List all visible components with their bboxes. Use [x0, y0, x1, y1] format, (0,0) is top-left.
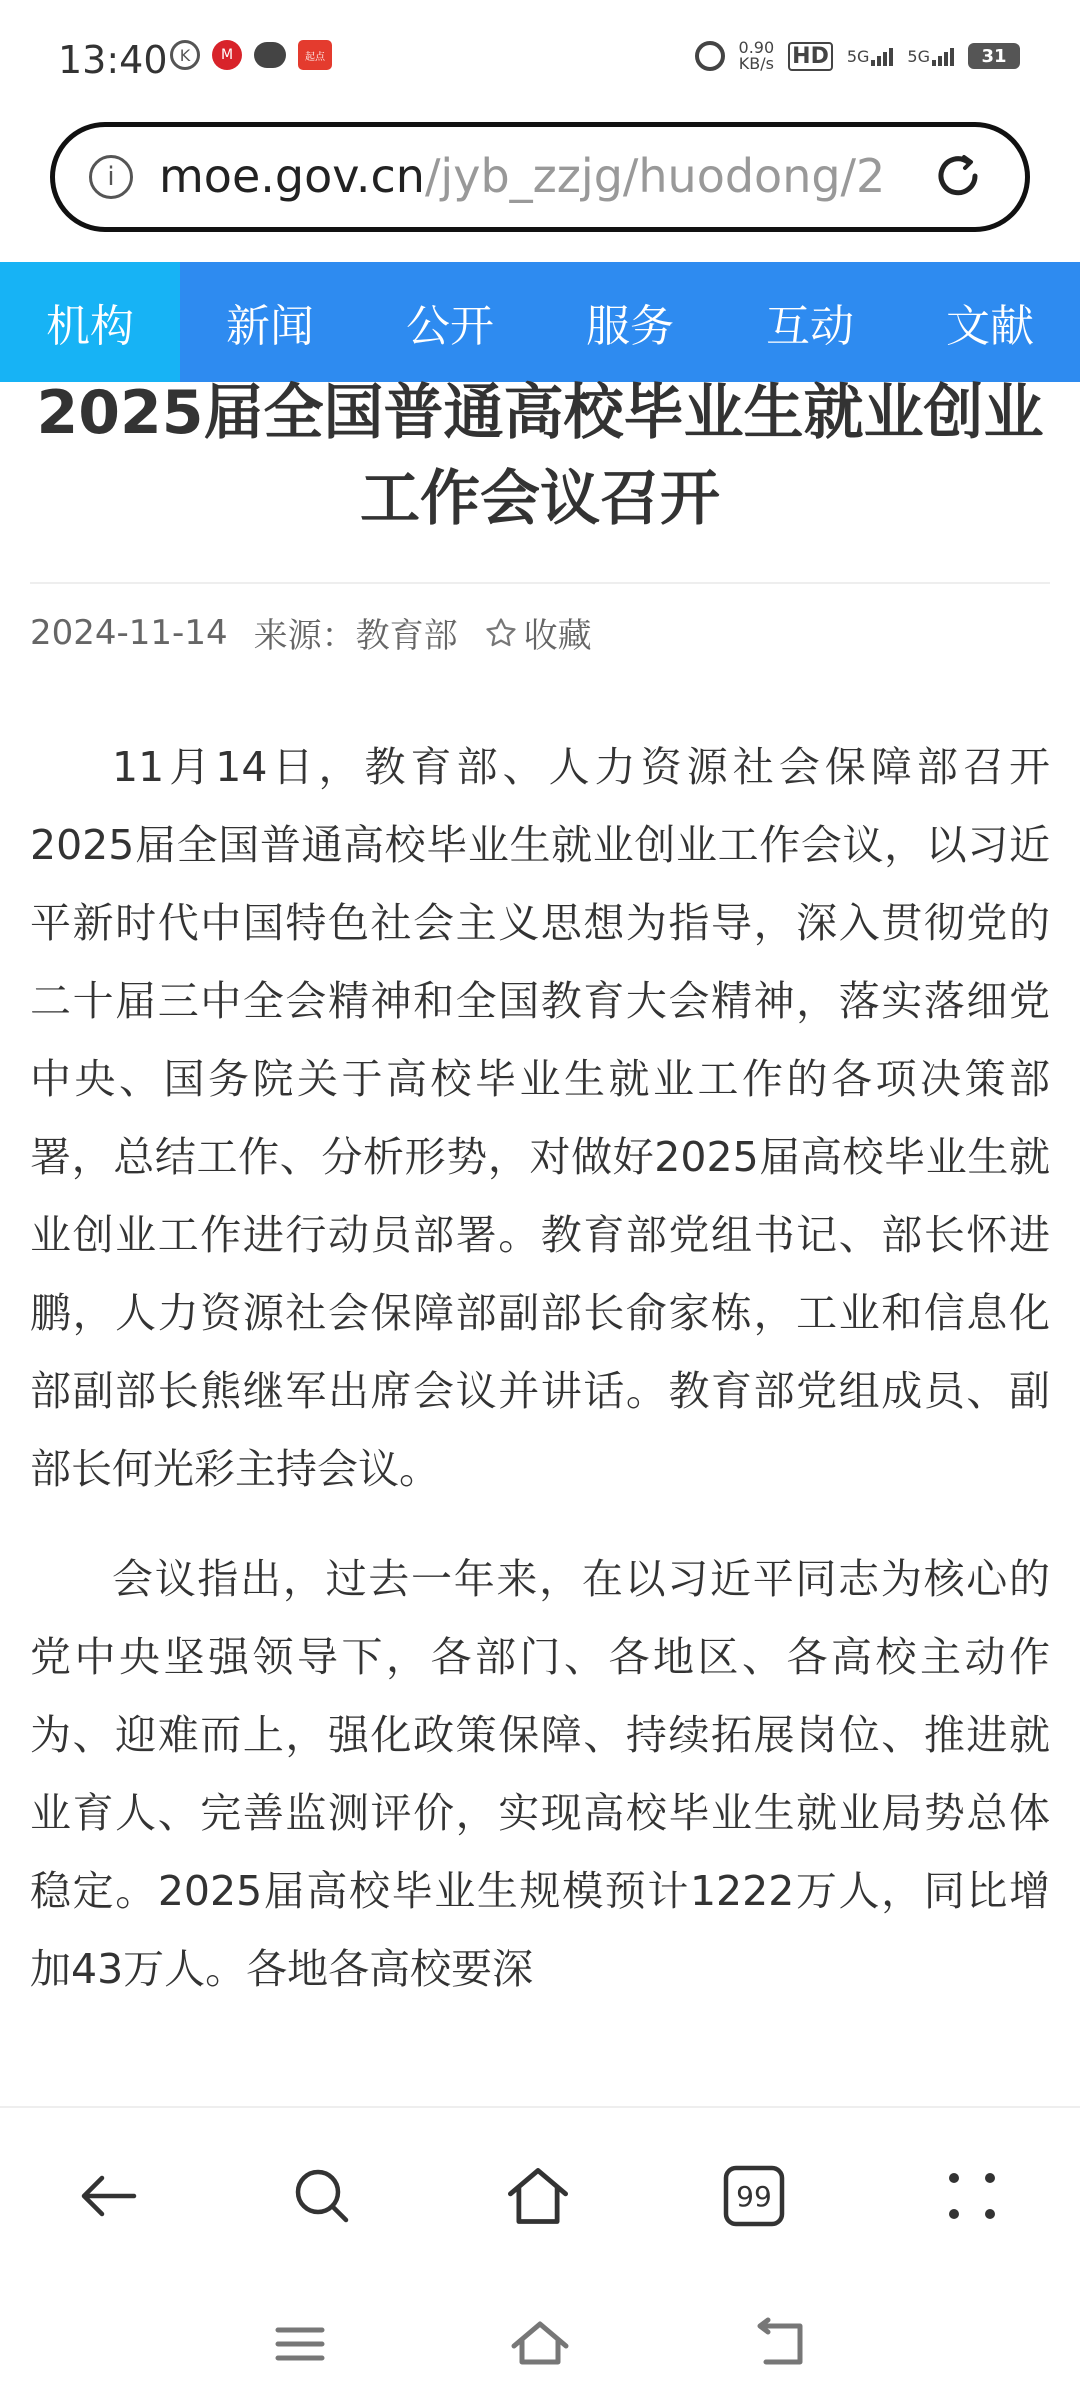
tabs-icon — [722, 2164, 786, 2228]
notification-icons — [170, 40, 332, 70]
system-back-icon[interactable] — [748, 2312, 812, 2376]
url-path: /jyb_zzjg/huodong/2 — [424, 149, 886, 203]
system-nav-bar — [0, 2290, 1080, 2400]
title-divider — [30, 582, 1050, 584]
tab-xinwen[interactable]: 新闻 — [226, 301, 314, 352]
status-time: 13:40 — [58, 38, 168, 82]
home-icon — [504, 2162, 572, 2230]
article-body — [30, 728, 1050, 2040]
network-speed — [739, 40, 775, 72]
article-date: 2024-11-14 — [30, 612, 228, 653]
k-icon: K — [170, 40, 200, 70]
url-host: moe.gov.cn — [159, 149, 425, 203]
browser-toolbar — [0, 2106, 1080, 2278]
tab-jigou[interactable]: 机构 — [0, 262, 180, 382]
system-home-icon[interactable] — [508, 2312, 572, 2376]
tabs-count: 99 — [736, 2180, 772, 2213]
back-button[interactable] — [72, 2160, 144, 2232]
reload-icon[interactable] — [931, 149, 985, 203]
back-icon — [76, 2164, 140, 2228]
tab-fuwu[interactable]: 服务 — [586, 301, 674, 352]
star-icon — [484, 616, 518, 650]
signal-label-1: 5G — [846, 46, 870, 66]
network-speed-unit: KB/s — [738, 54, 774, 73]
favorite-label: 收藏 — [523, 616, 592, 656]
battery-icon: 31 — [968, 43, 1020, 69]
qidian-app-icon: 起点 — [298, 40, 332, 70]
tab-gongkai[interactable]: 公开 — [406, 301, 494, 352]
metro-app-icon: M — [212, 40, 242, 70]
menu-button[interactable] — [936, 2160, 1008, 2232]
info-icon[interactable]: i — [89, 155, 133, 199]
tabs-button[interactable] — [718, 2160, 790, 2232]
recents-icon[interactable] — [268, 2312, 332, 2376]
article-source: 来源：教育部 — [253, 616, 458, 656]
tab-hudong[interactable]: 互动 — [766, 301, 854, 352]
search-button[interactable] — [286, 2160, 358, 2232]
signal-icon-2 — [907, 47, 954, 66]
chat-icon — [254, 42, 286, 68]
favorite-button[interactable] — [484, 608, 592, 657]
menu-icon — [940, 2164, 1004, 2228]
site-nav-tabs — [0, 262, 1080, 382]
article-title: 2025届全国普通高校毕业生就业创业工作会议召开 — [36, 378, 1044, 534]
system-status-icons — [695, 40, 1020, 72]
signal-label-2: 5G — [907, 46, 930, 66]
address-bar[interactable] — [50, 122, 1030, 232]
search-icon — [290, 2164, 354, 2228]
hd-icon: HD — [788, 42, 833, 71]
url-text[interactable] — [159, 149, 959, 203]
article-meta — [30, 608, 592, 657]
signal-icon-1 — [847, 47, 894, 66]
tab-wenxian[interactable]: 文献 — [946, 301, 1034, 352]
article-paragraph-2: 会议指出，过去一年来，在以习近平同志为核心的党中央坚强领导下，各部门、各地区、各高校主动作为、迎难而上，强化政策保障、持续拓展岗位、推进就业育人、完善监测评价，实现高校毕业生就业局势总体稳定。2025届高校毕业生规模预计1222万人，同比增加43万人。各地各高校要深 — [30, 1555, 1050, 1993]
article-paragraph-1: 11月14日，教育部、人力资源社会保障部召开2025届全国普通高校毕业生就业创业工作会议，以习近平新时代中国特色社会主义思想为指导，深入贯彻党的二十届三中全会精神和全国教育大会精神，落实落细党中央、国务院关于高校毕业生就业工作的各项决策部署，总结工作、分析形势，对做好2025届高校毕业生就业创业工作进行动员部署。教育部党组书记、部长怀进鹏，人力资源社会保障部副部长俞家栋，工业和信息化部副部长熊继军出席会议并讲话。教育部党组成员、副部长何光彩主持会议。 — [30, 743, 1050, 1493]
status-bar — [0, 0, 1080, 112]
home-button[interactable] — [502, 2160, 574, 2232]
alarm-icon — [695, 41, 725, 71]
network-speed-value: 0.90 — [738, 38, 775, 57]
